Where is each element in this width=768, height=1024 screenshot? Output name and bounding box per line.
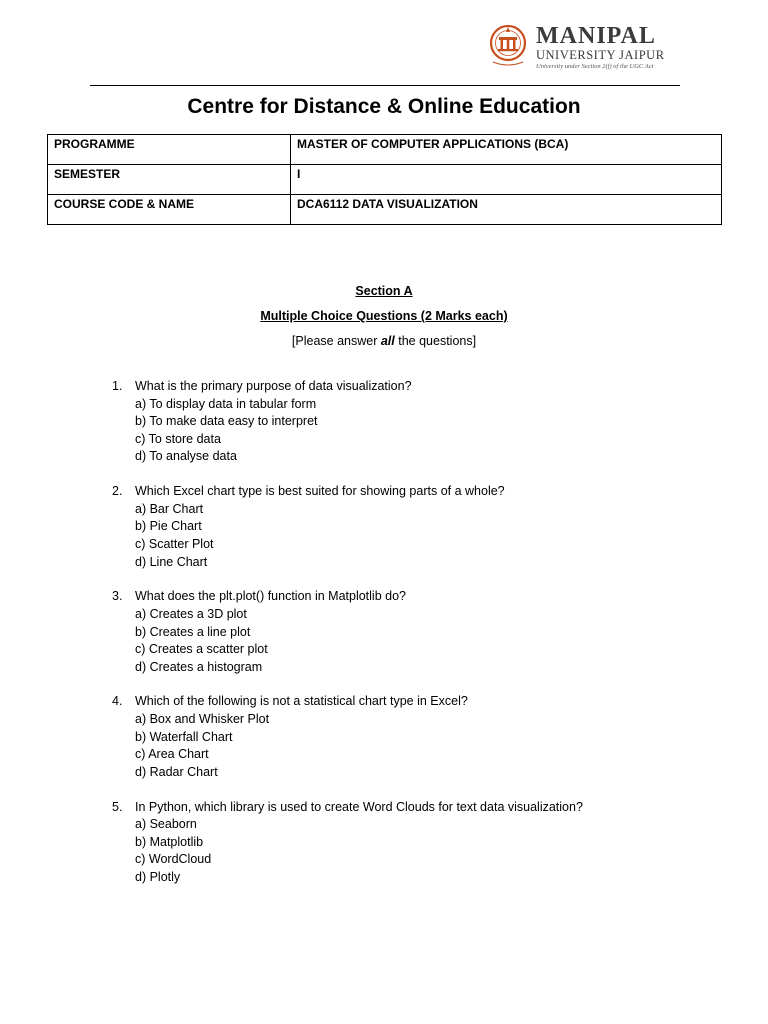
logo-name: MANIPAL [536, 23, 656, 49]
question-option: b) Waterfall Chart [135, 729, 233, 744]
question-option: d) Radar Chart [135, 764, 218, 779]
question-option: c) To store data [135, 431, 221, 446]
question-option: d) Plotly [135, 870, 181, 884]
question-number: 1. [112, 379, 123, 393]
section-heading: Section A [355, 284, 413, 298]
instruction-note [0, 334, 768, 348]
question-item [112, 799, 712, 887]
question-text: Which of the following is not a statistical chart type in Excel? [135, 694, 468, 709]
question-item [112, 378, 712, 466]
semester-value: I [291, 165, 722, 195]
question-option: a) Box and Whisker Plot [135, 712, 270, 727]
header-divider [90, 85, 680, 86]
logo-tagline: University under Section 2(f) of the UGC Act [536, 63, 654, 70]
question-option: b) Creates a line plot [135, 624, 251, 639]
question-option: a) To display data in tabular form [135, 396, 317, 411]
note-emphasis: all [380, 334, 395, 348]
course-info-table [47, 134, 722, 225]
programme-value: MASTER OF COMPUTER APPLICATIONS (BCA) [291, 135, 722, 165]
question-list [112, 378, 712, 904]
question-option: a) Creates a 3D plot [135, 606, 247, 621]
question-text: Which Excel chart type is best suited for showing parts of a whole? [135, 484, 505, 499]
note-before: [Please answer [291, 334, 381, 348]
manipal-emblem-icon [486, 22, 530, 68]
question-number: 2. [112, 484, 123, 499]
question-number: 3. [112, 589, 123, 604]
table-row [48, 135, 722, 165]
question-option: d) Creates a histogram [135, 659, 263, 674]
question-option: c) Area Chart [135, 747, 209, 762]
question-item [112, 693, 712, 781]
question-option: d) To analyse data [135, 449, 237, 464]
question-option: c) Creates a scatter plot [135, 642, 268, 657]
question-number: 5. [112, 799, 123, 814]
table-row [48, 165, 722, 195]
question-item [112, 588, 712, 676]
course-label: COURSE CODE & NAME [48, 195, 291, 225]
question-text: What does the plt.plot() function in Matplotlib do? [135, 589, 406, 604]
question-option: b) Pie Chart [135, 519, 202, 534]
question-option: d) Line Chart [135, 554, 208, 569]
question-option: c) WordCloud [135, 852, 212, 867]
question-option: b) Matplotlib [135, 834, 204, 849]
question-text: What is the primary purpose of data visualization? [135, 379, 412, 393]
note-after: the questions] [394, 334, 477, 348]
question-option: b) To make data easy to interpret [135, 414, 318, 429]
course-value: DCA6112 DATA VISUALIZATION [291, 195, 722, 225]
table-row [48, 195, 722, 225]
programme-label: PROGRAMME [48, 135, 291, 165]
question-item [112, 483, 712, 571]
question-option: a) Bar Chart [135, 501, 204, 516]
semester-label: SEMESTER [48, 165, 291, 195]
university-logo [486, 22, 666, 68]
question-number: 4. [112, 694, 123, 709]
section-subheading: Multiple Choice Questions (2 Marks each) [260, 309, 508, 323]
document-title: Centre for Distance & Online Education [187, 95, 581, 118]
question-option: c) Scatter Plot [135, 536, 214, 551]
question-option: a) Seaborn [135, 817, 197, 832]
logo-subtitle: UNIVERSITY JAIPUR [536, 48, 665, 62]
question-text: In Python, which library is used to create Word Clouds for text data visualization? [135, 799, 583, 814]
